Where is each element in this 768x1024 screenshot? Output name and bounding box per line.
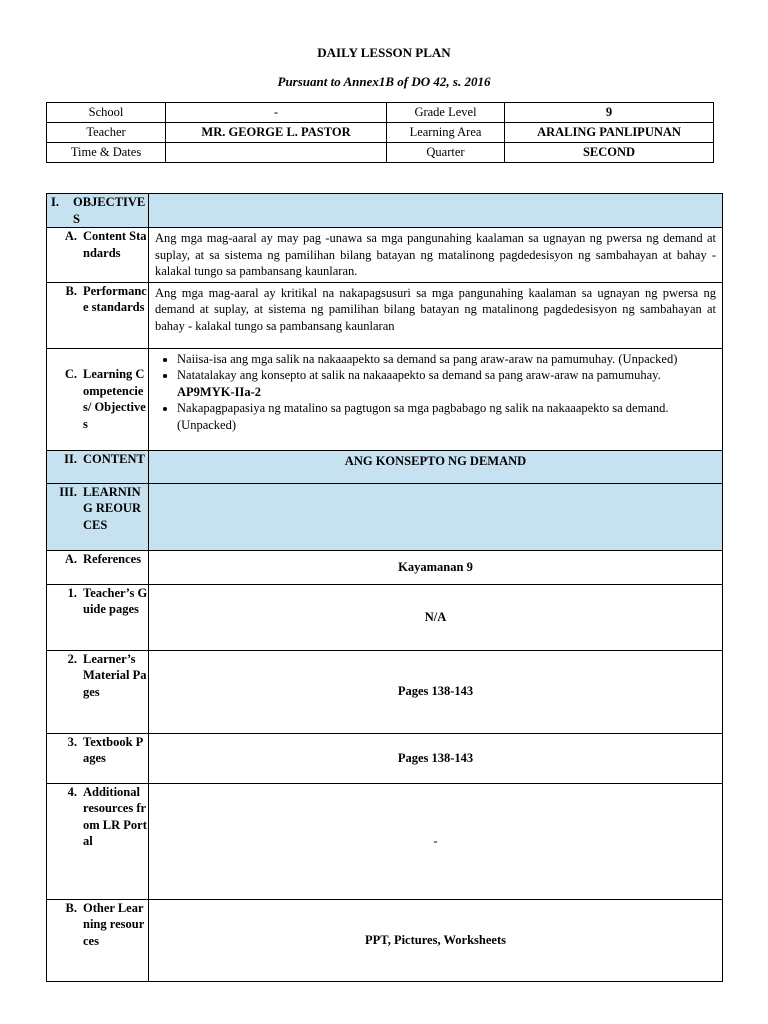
section-number: III. [59,484,77,499]
performance-standards-label-cell [47,282,149,348]
quarter-label: Quarter [387,143,505,163]
grade-level-label: Grade Level [387,103,505,123]
objectives-value-cell [149,194,723,228]
item-label: Textbook Pages [83,734,144,765]
item-letter: B. [65,283,77,298]
item-number: 2. [67,651,77,666]
item-label: Performance standards [83,283,147,314]
item-letter: B. [65,900,77,915]
competencies-label-cell [47,348,149,450]
content-standards-text: Ang mga mag-aaral ay may pag -unawa sa mga pangunahing kaalaman sa ugnayan ng pwersa ng demand at suplay, at sa sistema ng pamilihan bilang batayan ng matalinong pagdedesisyon ng sambahayan at bahay - kalakal tungo sa pambansang kaunlaran. [149,228,723,283]
other-resources-value: PPT, Pictures, Worksheets [149,899,723,981]
row-content [47,450,723,483]
time-dates-value [166,143,387,163]
section-number: I. [51,195,59,209]
content-value: ANG KONSEPTO NG DEMAND [149,450,723,483]
row-references [47,550,723,584]
row-competencies [47,348,723,450]
item-label: References [83,551,142,566]
teacher-label: Teacher [47,123,166,143]
item-label: Other Learning resources [83,900,145,948]
competency-code: AP9MYK-IIa-2 [177,384,262,399]
quarter-value: SECOND [505,143,714,163]
item-label: Additional resources from LR Portal [83,784,147,848]
page-subtitle: Pursuant to Annex1B of DO 42, s. 2016 [277,74,491,89]
page-title: DAILY LESSON PLAN [317,45,451,60]
row-other-resources [47,899,723,981]
school-label: School [47,103,166,123]
content-label-cell [47,450,149,483]
learning-area-value: ARALING PANLIPUNAN [505,123,714,143]
references-value: Kayamanan 9 [149,550,723,584]
item-label: Content Standards [83,229,147,260]
additional-resources-value: - [149,783,723,899]
teacher-value: MR. GEORGE L. PASTOR [166,123,387,143]
additional-resources-label-cell [47,783,149,899]
references-label-cell [47,550,149,584]
item-label: Learning Competencies/ Objectives [83,367,146,431]
section-label: CONTENT [83,451,145,466]
textbook-label-cell [47,733,149,783]
grade-level-value: 9 [505,103,714,123]
row-additional-resources [47,783,723,899]
competency-item: • Nakapagpapasiya ng matalino sa pagtugon sa mga pagbabago ng salik na nakaaapekto sa demand. (Unpacked) [177,400,716,433]
section-number: II. [64,451,77,466]
row-teachers-guide [47,584,723,650]
item-number: 1. [67,585,77,600]
content-standards-label-cell [47,228,149,283]
teachers-guide-value: N/A [149,584,723,650]
lesson-plan-table [46,193,723,982]
row-performance-standards [47,282,723,348]
row-learners-material [47,650,723,733]
section-label: OBJECTIVES [73,195,146,226]
item-label: Teacher’s Guide pages [83,585,148,616]
performance-standards-text: Ang mga mag-aaral ay kritikal na nakapagsusuri sa mga pangunahing kaalaman sa ugnayan ng pwersa ng demand at suplay, at sistema ng pamilihan bilang batayan ng matalinong pagdedesisyon ng sambahayan at bahay - kalakal tungo sa pambansang kaunlaran [149,282,723,348]
item-number: 3. [67,734,77,749]
item-label: Learner’s Material Pages [83,651,147,699]
competencies-list [149,351,716,434]
item-letter: C. [64,367,77,381]
objectives-label-cell [47,194,149,228]
item-letter: A. [64,551,77,566]
row-learning-resources [47,483,723,550]
competency-item: • Naiisa-isa ang mga salik na nakaaapekto sa demand sa pang araw-araw na pamumuhay. (Unpacked) [177,351,716,368]
row-textbook [47,733,723,783]
teachers-guide-label-cell [47,584,149,650]
learning-resources-value-cell [149,483,723,550]
info-table [46,102,714,163]
other-resources-label-cell [47,899,149,981]
item-number: 4. [67,784,77,799]
row-objectives [47,194,723,228]
section-label: LEARNING REOURCES [83,484,141,532]
row-content-standards [47,228,723,283]
learners-material-label-cell [47,650,149,733]
learning-resources-label-cell [47,483,149,550]
item-letter: A. [64,229,77,243]
learners-material-value: Pages 138-143 [149,650,723,733]
competency-item: • Natatalakay ang konsepto at salik na nakaaapekto sa demand sa pang araw-araw na pamumuhay. AP9MYK-IIa-2 [177,367,716,400]
learning-area-label: Learning Area [387,123,505,143]
time-dates-label: Time & Dates [47,143,166,163]
competencies-list-cell [149,348,723,450]
school-value: - [166,103,387,123]
textbook-value: Pages 138-143 [149,733,723,783]
